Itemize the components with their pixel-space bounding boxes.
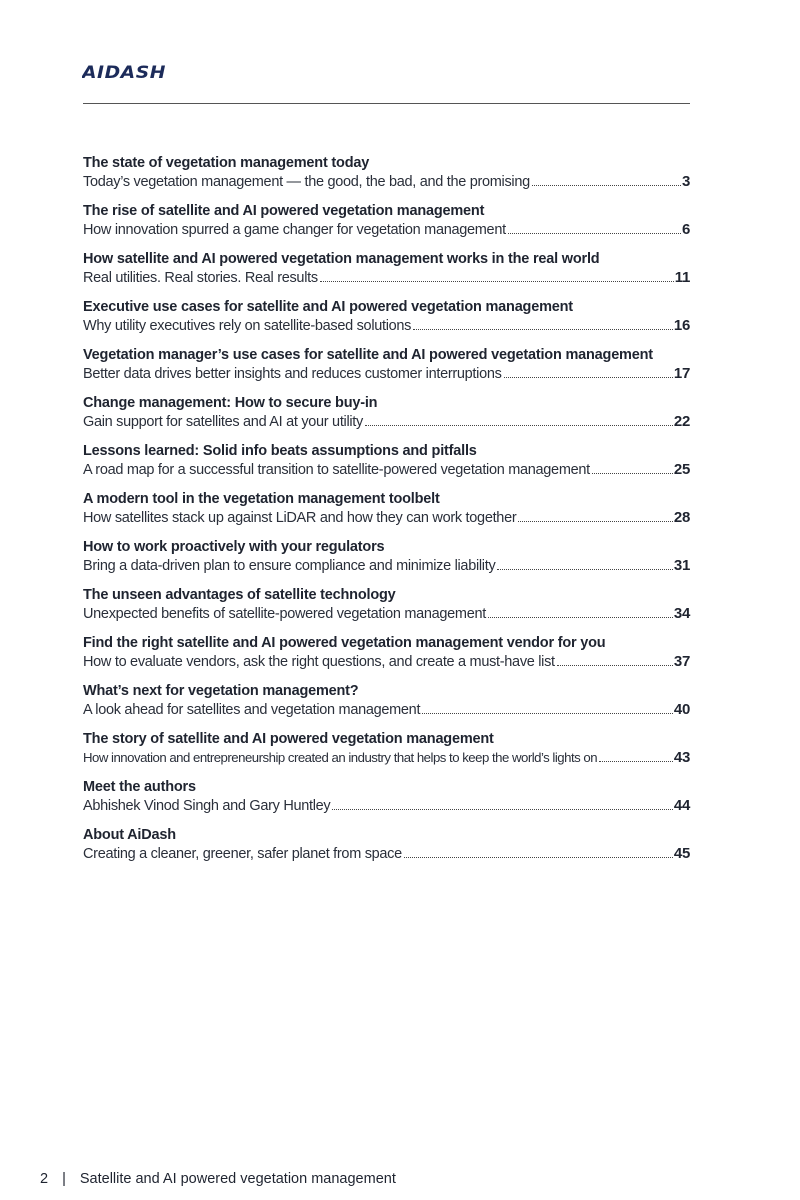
toc-entry-title: Lessons learned: Solid info beats assumptions and pitfalls [83,443,477,459]
toc-entry-title: The state of vegetation management today [83,155,370,171]
footer-title: Satellite and AI powered vegetation management [79,1171,396,1187]
toc-entry-title: Change management: How to secure buy-in [83,395,378,411]
toc-entry-subtitle: Unexpected benefits of satellite-powered vegetation management [83,606,486,622]
toc-entry-title: The unseen advantages of satellite technology [83,587,396,603]
toc-entry-title: About AiDash [83,827,176,843]
footer-page-number: 2 [40,1171,49,1187]
toc-entry-page-number: 43 [673,749,690,766]
toc-entry-subtitle: Gain support for satellites and AI at your utility [83,414,363,430]
toc-entry-page-number: 31 [673,557,690,574]
toc-leader-dots [488,617,673,618]
toc-entry[interactable] [83,682,697,730]
toc-entry-subtitle: How innovation and entrepreneurship created an industry that helps to keep the world’s lights on [83,750,598,765]
toc-entry-page-number: 37 [673,653,690,670]
toc-entry[interactable] [83,826,697,874]
toc-leader-dots [592,473,673,474]
toc-entry-subtitle: Bring a data-driven plan to ensure compliance and minimize liability [83,558,496,574]
toc-entry-line [83,749,690,767]
toc-entry-subtitle: Why utility executives rely on satellite-based solutions [83,318,412,334]
toc-entry-line [83,317,690,335]
toc-leader-dots [504,377,673,378]
page-footer [40,1171,396,1187]
toc-leader-dots [497,569,673,570]
toc-entry-page-number: 16 [673,317,690,334]
toc-entry-subtitle: How innovation spurred a game changer for vegetation management [83,222,506,238]
toc-entry-subtitle: A look ahead for satellites and vegetation management [83,702,421,718]
toc-entry[interactable] [83,538,697,586]
toc-entry-line [83,221,690,239]
toc-entry-subtitle: How satellites stack up against LiDAR and how they can work together [83,510,517,526]
toc-entry[interactable] [83,202,697,250]
footer-separator: | [62,1171,66,1187]
toc-entry[interactable] [83,634,697,682]
toc-entry-subtitle: Today’s vegetation management — the good, the bad, and the promising [83,174,530,190]
toc-entry-title: A modern tool in the vegetation management toolbelt [83,491,440,507]
toc-entry-line [83,797,690,815]
toc-leader-dots [557,665,673,666]
toc-entry-line [83,845,690,863]
toc-entry-title: Executive use cases for satellite and AI powered vegetation management [83,299,573,315]
toc-entry-subtitle: Better data drives better insights and reduces customer interruptions [83,366,502,382]
toc-entry-page-number: 28 [673,509,690,526]
toc-entry-title: How to work proactively with your regulators [83,539,385,555]
toc-entry-subtitle: Real utilities. Real stories. Real results [83,270,318,286]
toc-entry[interactable] [83,298,697,346]
toc-leader-dots [532,185,681,186]
toc-leader-dots [404,857,673,858]
toc-entry[interactable] [83,490,697,538]
toc-entry-page-number: 25 [673,461,690,478]
toc-leader-dots [599,761,673,762]
header-divider [83,103,690,104]
toc-entry[interactable] [83,154,697,202]
toc-entry-page-number: 11 [674,269,690,286]
toc-entry-page-number: 44 [673,797,690,814]
toc-entry-subtitle: A road map for a successful transition to satellite-powered vegetation management [83,462,590,478]
toc-entry-page-number: 22 [673,413,690,430]
toc-leader-dots [518,521,673,522]
toc-entry-page-number: 17 [673,365,690,382]
toc-leader-dots [413,329,673,330]
toc-entry-page-number: 3 [681,173,690,190]
toc-entry-line [83,269,690,287]
toc-leader-dots [365,425,673,426]
toc-entry-page-number: 40 [673,701,690,718]
toc-entry-title: How satellite and AI powered vegetation management works in the real world [83,251,600,267]
toc-entry-subtitle: Creating a cleaner, greener, safer planet from space [83,846,402,862]
toc-entry-subtitle: How to evaluate vendors, ask the right questions, and create a must-have list [83,654,555,670]
toc-leader-dots [508,233,681,234]
toc-entry[interactable] [83,394,697,442]
toc-leader-dots [422,713,673,714]
toc-entry[interactable] [83,778,697,826]
toc-entry-line [83,413,690,431]
toc-leader-dots [320,281,674,282]
toc-entry-line [83,173,690,191]
aidash-logo-mark [82,62,172,82]
toc-entry-line [83,365,690,383]
toc-entry-title: Find the right satellite and AI powered vegetation management vendor for you [83,635,606,651]
toc-entry-subtitle: Abhishek Vinod Singh and Gary Huntley [83,798,331,814]
aidash-logo [82,62,172,82]
toc-entry-page-number: 34 [673,605,690,622]
toc-entry-title: Vegetation manager’s use cases for satellite and AI powered vegetation management [83,347,653,363]
toc-entry[interactable] [83,442,697,490]
toc-entry-page-number: 6 [681,221,690,238]
toc-entry-title: The story of satellite and AI powered vegetation management [83,731,494,747]
toc-entry-title: The rise of satellite and AI powered vegetation management [83,203,485,219]
toc-entry-line [83,509,690,527]
table-of-contents [83,154,697,874]
toc-leader-dots [332,809,673,810]
toc-entry[interactable] [83,730,697,778]
toc-entry-line [83,701,690,719]
toc-entry-line [83,653,690,671]
toc-entry[interactable] [83,586,697,634]
toc-entry-line [83,461,690,479]
toc-entry-title: Meet the authors [83,779,196,795]
toc-entry-page-number: 45 [673,845,690,862]
aidash-logo-text: AIDASH [82,63,166,82]
toc-entry[interactable] [83,346,697,394]
toc-entry-line [83,605,690,623]
toc-entry-title: What’s next for vegetation management? [83,683,359,699]
toc-entry-line [83,557,690,575]
toc-entry[interactable] [83,250,697,298]
